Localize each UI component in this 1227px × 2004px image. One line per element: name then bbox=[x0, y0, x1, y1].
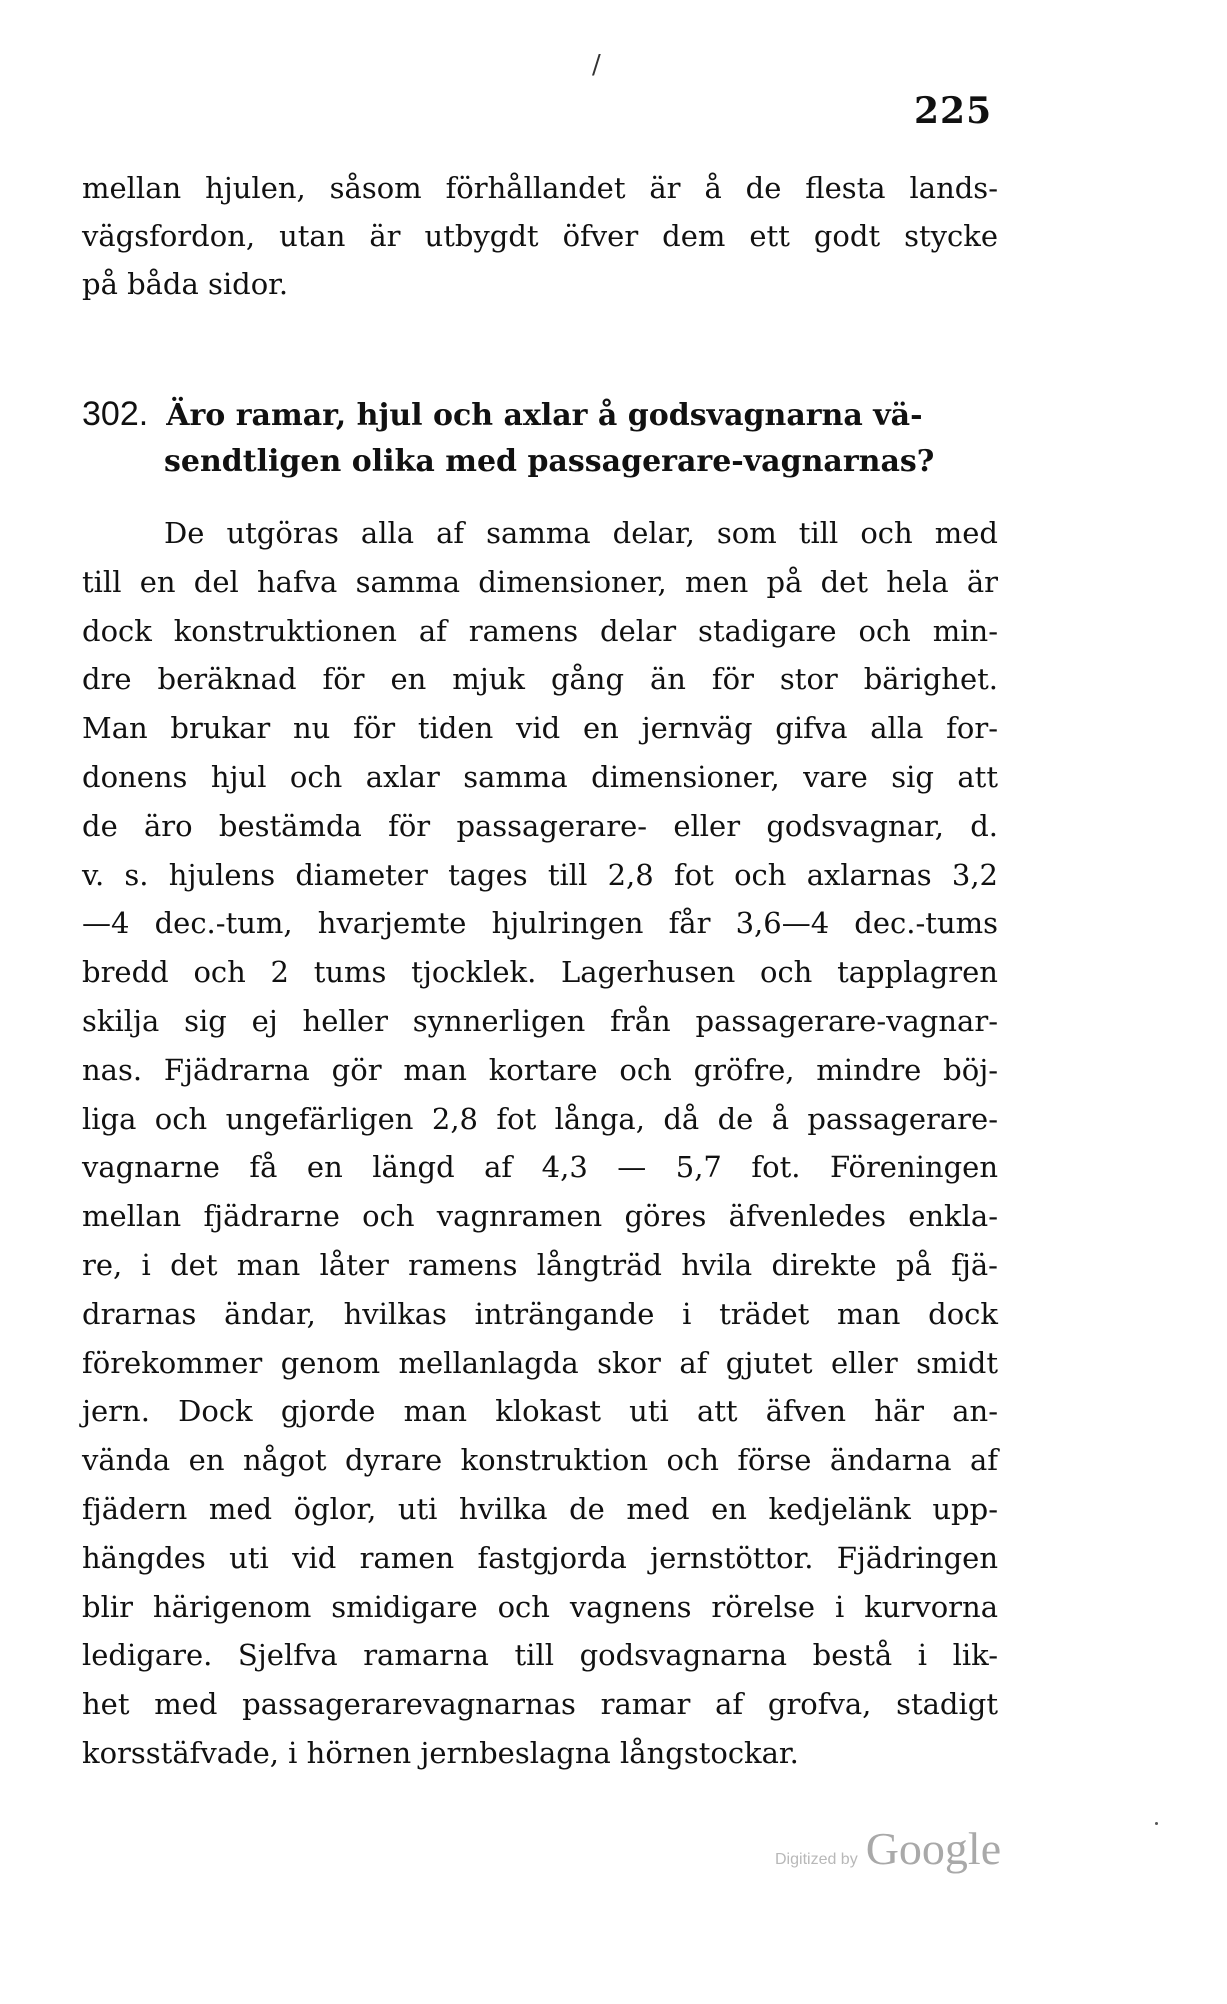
text-line: korsstäfvade, i hörnen jernbeslagna långstockar. bbox=[82, 1736, 799, 1770]
text-line: blir härigenom smidigare och vagnens rörelse i kurvorna bbox=[82, 1589, 998, 1624]
text-line: fjädern med öglor, uti hvilka de med en kedjelänk upp- bbox=[82, 1492, 998, 1526]
text-line: donens hjul och axlar samma dimensioner, vare sig att bbox=[82, 760, 998, 794]
text-line: skilja sig ej heller synnerligen från passagerare-vagnar- bbox=[82, 1004, 998, 1038]
text-line: liga och ungefärligen 2,8 fot långa, då de å passagerare- bbox=[82, 1101, 998, 1136]
text-line: —4 dec.-tum, hvarjemte hjulringen får 3,6—4 dec.-tums bbox=[82, 906, 998, 941]
text-line: jern. Dock gjorde man klokast uti att äfven här an- bbox=[82, 1394, 998, 1429]
stray-dot bbox=[1155, 1822, 1158, 1825]
page-number: 225 bbox=[914, 90, 993, 132]
stray-mark: / bbox=[592, 50, 601, 80]
text-line: Man brukar nu för tiden vid en jernväg gifva alla for- bbox=[82, 711, 998, 746]
text-line: till en del hafva samma dimensioner, men på det hela är bbox=[82, 564, 998, 599]
text-line: vagnarne få en längd af 4,3 — 5,7 fot. Föreningen bbox=[82, 1150, 998, 1185]
text-line: hängdes uti vid ramen fastgjorda jernstöttor. Fjädringen bbox=[82, 1540, 998, 1575]
section-number: 302. bbox=[82, 395, 149, 433]
text-line: nas. Fjädrarna gör man kortare och gröfre, mindre böj- bbox=[82, 1052, 998, 1087]
heading-line-1 bbox=[82, 395, 923, 435]
heading-line-2: sendtligen olika med passagerare-vagnarnas? bbox=[164, 444, 935, 479]
text-line: på båda sidor. bbox=[82, 267, 289, 301]
digitized-watermark bbox=[775, 1822, 1001, 1875]
watermark-prefix: Digitized by bbox=[775, 1851, 858, 1868]
text-line: förekommer genom mellanlagda skor af gjutet eller smidt bbox=[82, 1345, 998, 1380]
text-line: mellan hjulen, såsom förhållandet är å de flesta lands- bbox=[82, 171, 998, 205]
text-line: het med passagerarevagnarnas ramar af grofva, stadigt bbox=[82, 1687, 998, 1722]
text-line: de äro bestämda för passagerare- eller godsvagnar, d. bbox=[82, 808, 998, 843]
text-line: re, i det man låter ramens långträd hvila direkte på fjä- bbox=[82, 1248, 998, 1282]
text-line: ledigare. Sjelfva ramarna till godsvagnarna bestå i lik- bbox=[82, 1638, 998, 1673]
text-line: dock konstruktionen af ramens delar stadigare och min- bbox=[82, 613, 998, 648]
text-line: drarnas ändar, hvilkas inträngande i trädet man dock bbox=[82, 1296, 998, 1331]
text-line: vända en något dyrare konstruktion och förse ändarna af bbox=[82, 1443, 998, 1478]
google-logo: Google bbox=[865, 1823, 1002, 1874]
text-line: De utgöras alla af samma delar, som till och med bbox=[164, 516, 998, 550]
text-line: bredd och 2 tums tjocklek. Lagerhusen och tapplagren bbox=[82, 955, 998, 990]
text-line: v. s. hjulens diameter tages till 2,8 fot och axlarnas 3,2 bbox=[82, 857, 998, 892]
text-line: mellan fjädrarne och vagnramen göres äfvenledes enkla- bbox=[82, 1199, 998, 1234]
heading-text: Äro ramar, hjul och axlar å godsvagnarna vä- bbox=[166, 398, 923, 433]
text-line: dre beräknad för en mjuk gång än för stor bärighet. bbox=[82, 662, 998, 697]
text-line: vägsfordon, utan är utbygdt öfver dem ett godt stycke bbox=[82, 219, 998, 253]
